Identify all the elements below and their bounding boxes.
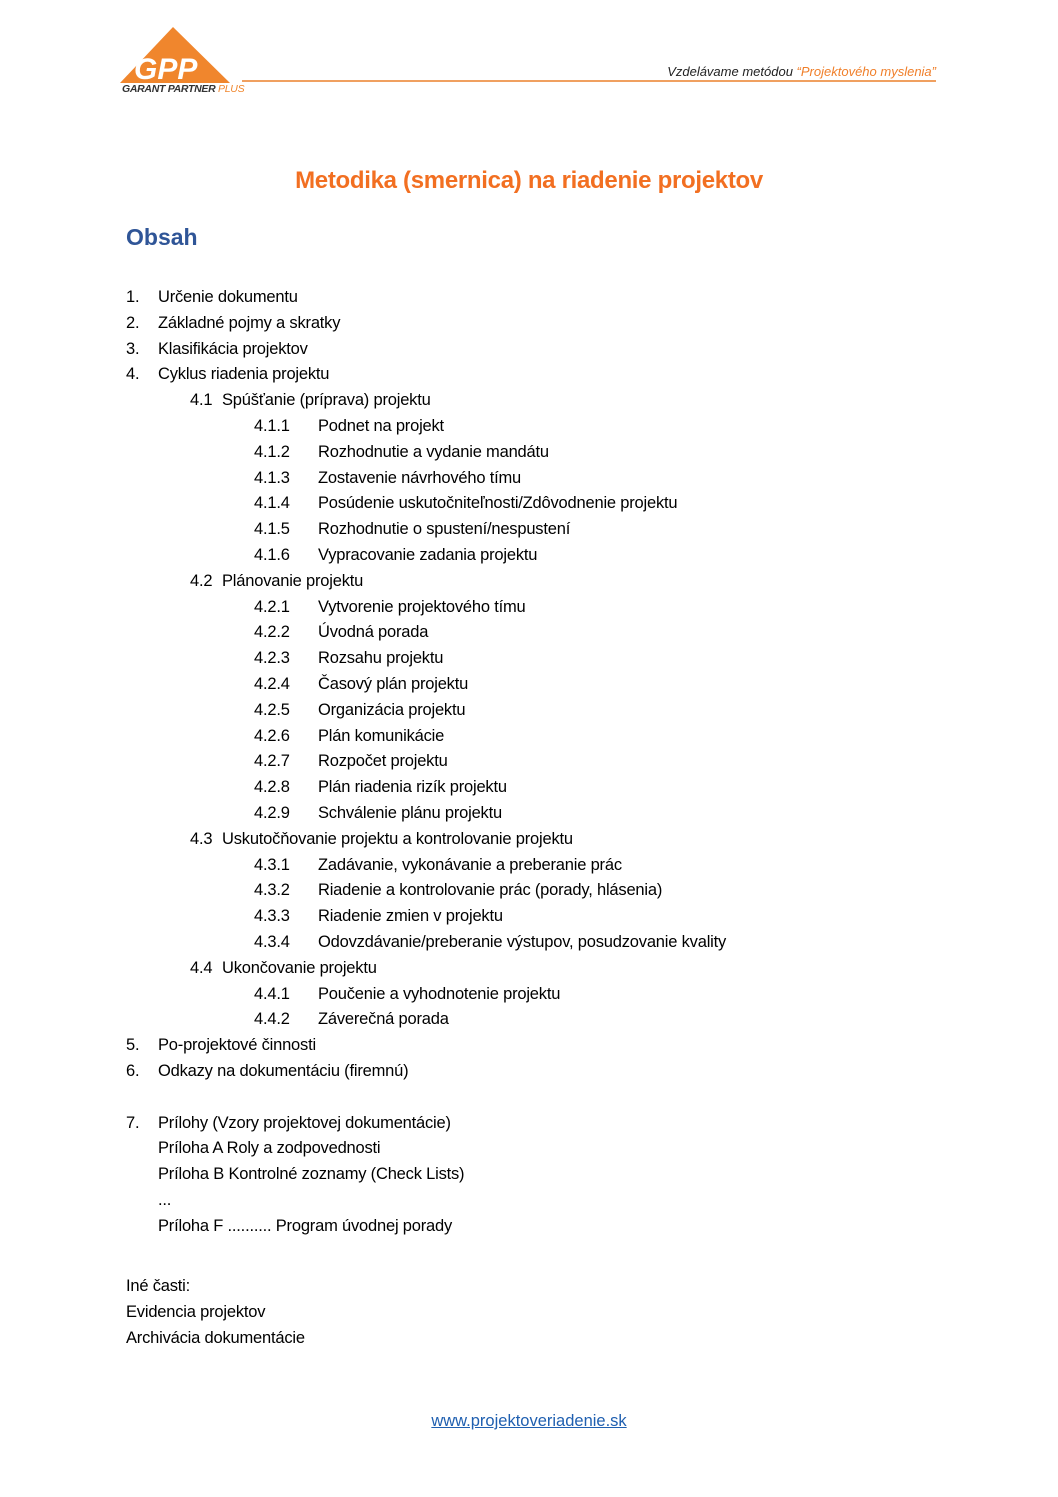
toc-item-text: Zostavenie návrhového tímu [318, 469, 521, 487]
toc-item-text: Časový plán projektu [318, 675, 469, 693]
toc-item-text: Vytvorenie projektového tímu [318, 598, 526, 616]
toc-item-number: 4.3.1 [254, 856, 290, 874]
toc-heading: Obsah [126, 224, 198, 250]
toc-item-text: ... [158, 1191, 172, 1209]
toc-item-text: Odkazy na dokumentáciu (firemnú) [158, 1062, 409, 1080]
toc-item-text: Uskutočňovanie projektu a kontrolovanie projektu [222, 830, 573, 848]
toc-item-text: Plánovanie projektu [222, 572, 364, 590]
header-divider [242, 80, 936, 82]
toc-item-text: Rozhodnutie a vydanie mandátu [318, 443, 549, 461]
toc-item-number: 4.4.2 [254, 1010, 290, 1028]
toc-item-number: 2. [126, 314, 140, 332]
toc-item-number: 4.4.1 [254, 985, 290, 1003]
toc-item-number: 4.1.6 [254, 546, 290, 564]
footer [0, 1412, 1058, 1431]
toc-item-number: 4.3.3 [254, 907, 290, 925]
toc-item-text: Vypracovanie zadania projektu [318, 546, 538, 564]
toc-item-text: Úvodná porada [318, 623, 429, 641]
toc-item-number: 4.4 [190, 959, 213, 977]
toc-item-text: Príloha B Kontrolné zoznamy (Check Lists) [158, 1165, 465, 1183]
toc-item-number: 1. [126, 288, 140, 306]
toc-item-number: 4.2.1 [254, 598, 290, 616]
toc-item-text: Plán komunikácie [318, 727, 445, 745]
toc-item-text: Rozhodnutie o spustení/nespustení [318, 520, 571, 538]
toc-item-text: Iné časti: [126, 1277, 191, 1295]
toc-item-text: Prílohy (Vzory projektovej dokumentácie) [158, 1114, 451, 1132]
toc-item-text: Rozsahu projektu [318, 649, 444, 667]
toc-item-number: 3. [126, 340, 140, 358]
toc-item-number: 4.2.6 [254, 727, 290, 745]
toc-item-number: 4.1.1 [254, 417, 290, 435]
toc-item-number: 6. [126, 1062, 140, 1080]
toc-item-text: Riadenie zmien v projektu [318, 907, 503, 925]
toc-item-number: 4.2.5 [254, 701, 290, 719]
logo-name-plus: PLUS [218, 83, 245, 95]
toc-item-number: 4.3.2 [254, 881, 290, 899]
toc-item-text: Určenie dokumentu [158, 288, 298, 306]
toc-item-text: Posúdenie uskutočniteľnosti/Zdôvodnenie projektu [318, 494, 678, 512]
toc-item-number: 4.2.4 [254, 675, 290, 693]
toc-item-text: Cyklus riadenia projektu [158, 365, 330, 383]
toc-item-text: Ukončovanie projektu [222, 959, 377, 977]
gpp-logo [118, 25, 243, 97]
toc-item-number: 4.1.4 [254, 494, 290, 512]
toc-item-number: 4.2 [190, 572, 213, 590]
logo-triangle-icon [118, 25, 243, 85]
toc-item-text: Záverečná porada [318, 1010, 449, 1028]
toc-item-text: Po-projektové činnosti [158, 1036, 316, 1054]
toc-item-text: Príloha A Roly a zodpovednosti [158, 1139, 381, 1157]
toc-item-text: Klasifikácia projektov [158, 340, 308, 358]
toc-item-text: Podnet na projekt [318, 417, 444, 435]
toc-item-number: 4.1.3 [254, 469, 290, 487]
toc-item-text: Organizácia projektu [318, 701, 466, 719]
toc-item-number: 5. [126, 1036, 140, 1054]
toc-item-number: 4.1.2 [254, 443, 290, 461]
toc-item-number: 4.2.2 [254, 623, 290, 641]
tagline-accent: “Projektového myslenia” [796, 64, 936, 79]
toc-item-text: Odovzdávanie/preberanie výstupov, posudzovanie kvality [318, 933, 727, 951]
toc-item-text: Schválenie plánu projektu [318, 804, 502, 822]
logo-name-main: GARANT PARTNER [122, 83, 216, 95]
toc-item-number: 4.2.3 [254, 649, 290, 667]
toc-item-text: Archivácia dokumentácie [126, 1329, 305, 1347]
toc-item-text: Plán riadenia rizík projektu [318, 778, 507, 796]
toc-item-text: Príloha F .......... Program úvodnej porady [158, 1217, 453, 1235]
toc-item-number: 4.2.8 [254, 778, 290, 796]
toc-item-text: Riadenie a kontrolovanie prác (porady, hlásenia) [318, 881, 663, 899]
toc-item-text: Rozpočet projektu [318, 752, 448, 770]
website-link[interactable]: www.projektoveriadenie.sk [431, 1412, 627, 1430]
toc-item-text: Zadávanie, vykonávanie a preberanie prác [318, 856, 622, 874]
toc-item-number: 4.2.7 [254, 752, 290, 770]
document-title: Metodika (smernica) na riadenie projektov [295, 167, 763, 194]
tagline-prefix: Vzdelávame metódou [667, 64, 797, 79]
logo-mark: GPP [134, 53, 198, 85]
toc-item-number: 4.2.9 [254, 804, 290, 822]
logo-name [122, 83, 244, 95]
toc-item-text: Poučenie a vyhodnotenie projektu [318, 985, 561, 1003]
toc-item-text: Základné pojmy a skratky [158, 314, 341, 332]
toc-item-number: 4.1 [190, 391, 213, 409]
toc-item-number: 4.3 [190, 830, 213, 848]
toc-item-number: 4. [126, 365, 140, 383]
toc-item-text: Evidencia projektov [126, 1303, 266, 1321]
toc-item-number: 4.1.5 [254, 520, 290, 538]
toc-item-number: 4.3.4 [254, 933, 290, 951]
toc-item-number: 7. [126, 1114, 140, 1132]
toc-item-text: Spúšťanie (príprava) projektu [222, 391, 431, 409]
header-tagline [667, 64, 936, 79]
